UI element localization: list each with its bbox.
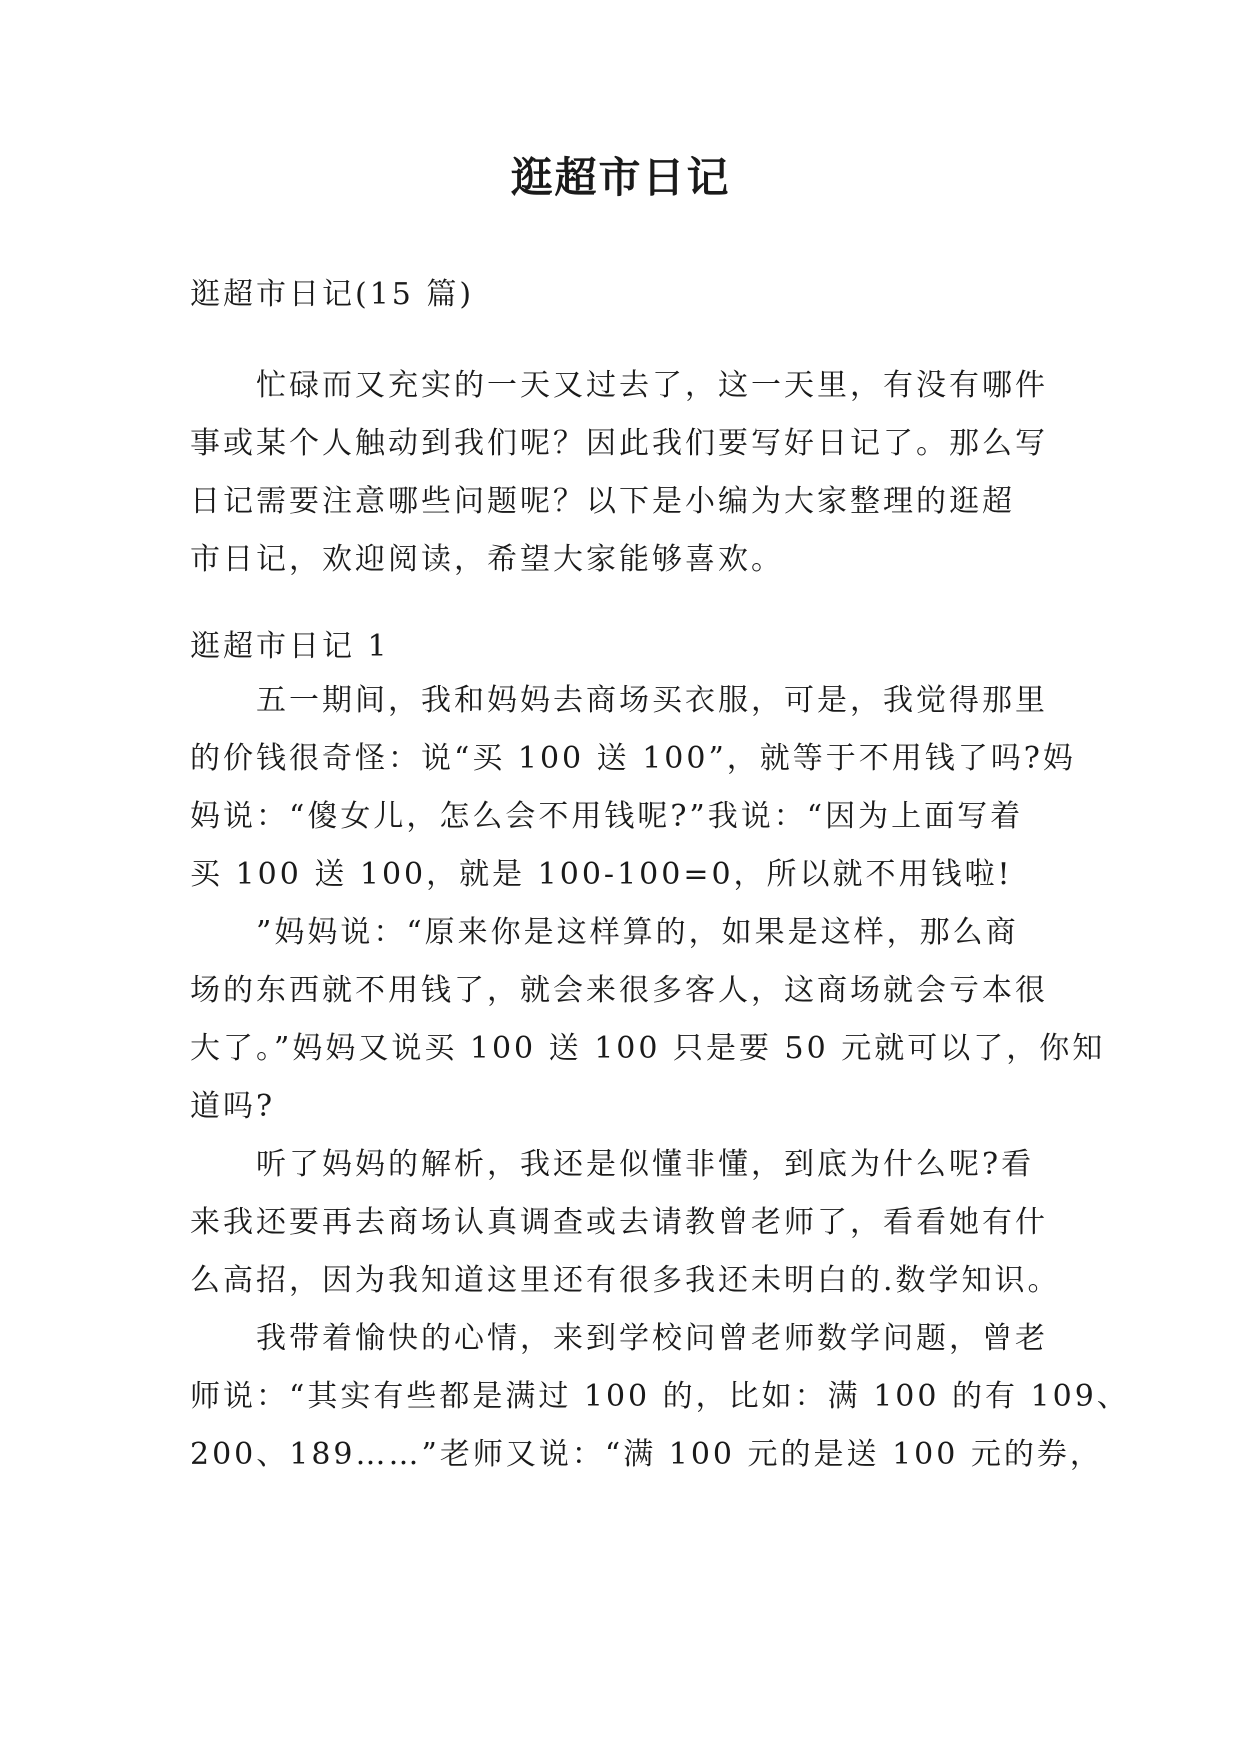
document-subtitle (190, 266, 1060, 324)
diary-body (190, 672, 1130, 1484)
body-line: 听了妈妈的解析，我还是似懂非懂，到底为什么呢?看 (256, 1147, 1035, 1182)
body-line: 么高招，因为我知道这里还有很多我还未明白的.数学知识。 (190, 1263, 1061, 1298)
body-line: 妈说：“傻女儿，怎么会不用钱呢?”我说：“因为上面写着 (190, 799, 1024, 834)
body-line: 道吗? (190, 1089, 276, 1124)
body-line: 师说：“其实有些都是满过 100 的，比如：满 100 的有 109、 (190, 1379, 1130, 1414)
section-heading-line: 逛超市日记 1 (190, 629, 390, 664)
intro-line: 市日记，欢迎阅读，希望大家能够喜欢。 (190, 542, 784, 577)
body-line: 买 100 送 100，就是 100-100=0，所以就不用钱啦! (190, 857, 1013, 892)
intro-line: 事或某个人触动到我们呢？因此我们要写好日记了。那么写 (190, 426, 1048, 461)
subtitle-line: 逛超市日记(15 篇) (190, 277, 475, 312)
body-line: 的价钱很奇怪：说“买 100 送 100”，就等于不用钱了吗?妈 (190, 741, 1076, 776)
body-line: 大了。”妈妈又说买 100 送 100 只是要 50 元就可以了，你知 (190, 1031, 1106, 1066)
body-line: 场的东西就不用钱了，就会来很多客人，这商场就会亏本很 (190, 973, 1048, 1008)
body-line: 200、189……”老师又说：“满 100 元的是送 100 元的券， (190, 1437, 1103, 1472)
intro-line: 日记需要注意哪些问题呢？以下是小编为大家整理的逛超 (190, 484, 1015, 519)
body-line: 我带着愉快的心情，来到学校问曾老师数学问题，曾老 (256, 1321, 1048, 1356)
body-line: 五一期间，我和妈妈去商场买衣服，可是，我觉得那里 (256, 683, 1048, 718)
document-title: 逛超市日记 (510, 153, 731, 202)
intro-paragraph (190, 357, 1060, 589)
intro-line: 忙碌而又充实的一天又过去了，这一天里，有没有哪件 (256, 368, 1048, 403)
body-line: 来我还要再去商场认真调查或去请教曾老师了，看看她有什 (190, 1205, 1048, 1240)
section-heading (190, 618, 1060, 676)
body-line: ”妈妈说：“原来你是这样算的，如果是这样，那么商 (256, 915, 1019, 950)
